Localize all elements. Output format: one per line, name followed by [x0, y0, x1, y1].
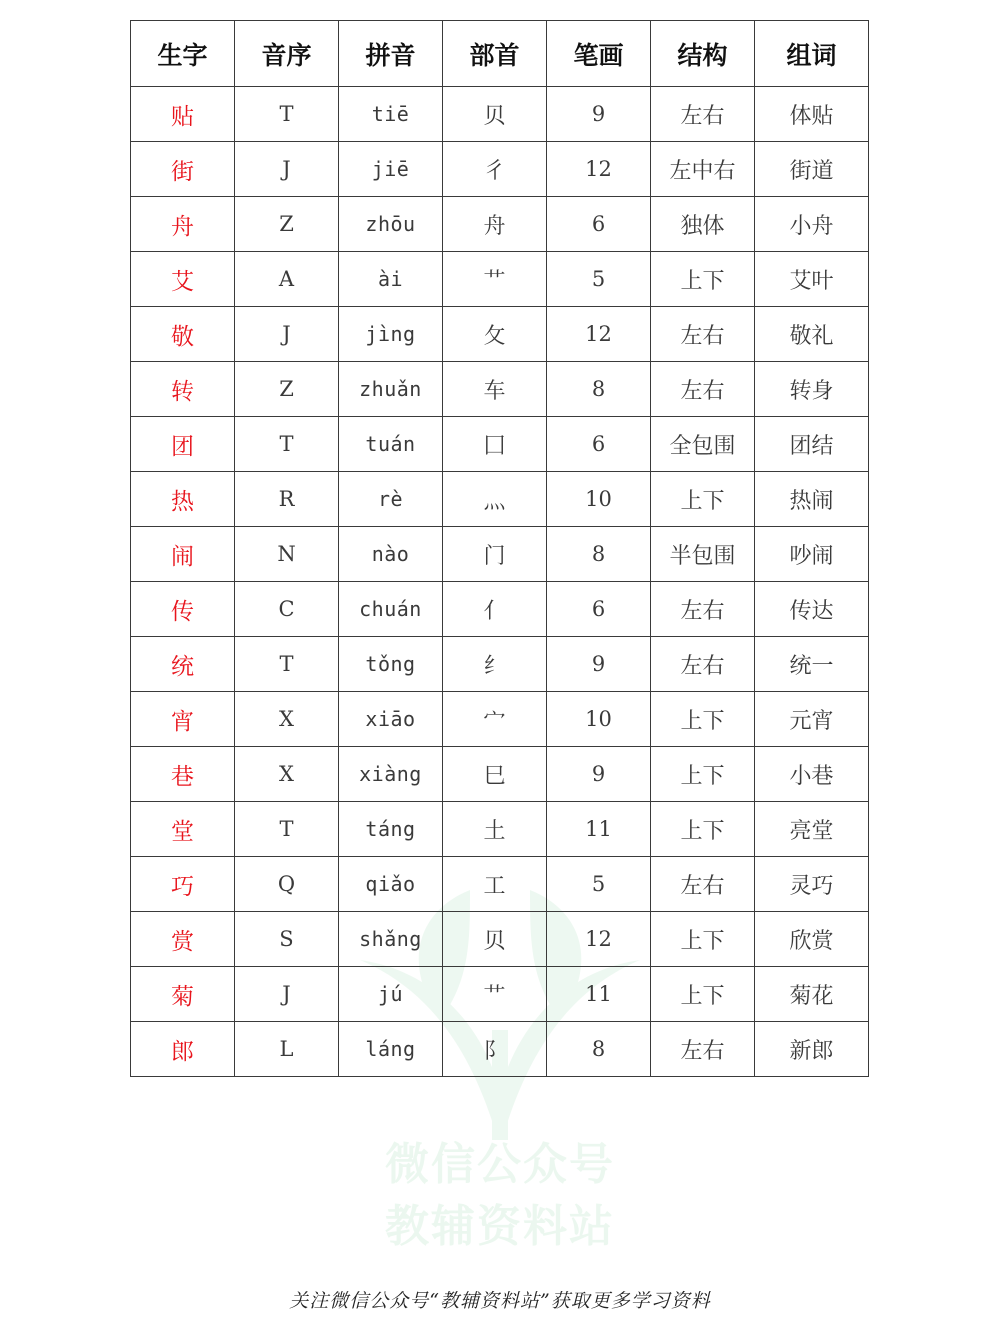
table-row	[131, 307, 869, 362]
pinyin-cell: tuán	[339, 417, 443, 472]
character-cell: 传	[131, 582, 235, 637]
words-cell: 艾叶	[755, 252, 869, 307]
words-cell: 灵巧	[755, 857, 869, 912]
table-row	[131, 637, 869, 692]
character-cell: 赏	[131, 912, 235, 967]
initial-cell: C	[235, 582, 339, 637]
table-row	[131, 142, 869, 197]
character-cell: 舟	[131, 197, 235, 252]
table-row	[131, 87, 869, 142]
structure-cell: 全包围	[651, 417, 755, 472]
initial-cell: X	[235, 747, 339, 802]
pinyin-cell: jiē	[339, 142, 443, 197]
character-cell: 贴	[131, 87, 235, 142]
pinyin-cell: láng	[339, 1022, 443, 1077]
strokes-cell: 12	[547, 142, 651, 197]
words-cell: 街道	[755, 142, 869, 197]
character-table-container	[130, 20, 868, 1077]
structure-cell: 半包围	[651, 527, 755, 582]
pinyin-cell: xiàng	[339, 747, 443, 802]
radical-cell: 纟	[443, 637, 547, 692]
radical-cell: 艹	[443, 967, 547, 1022]
strokes-cell: 5	[547, 857, 651, 912]
radical-cell: 亻	[443, 582, 547, 637]
table-row	[131, 362, 869, 417]
initial-cell: Z	[235, 362, 339, 417]
radical-cell: 舟	[443, 197, 547, 252]
radical-cell: 囗	[443, 417, 547, 472]
strokes-cell: 6	[547, 582, 651, 637]
words-cell: 热闹	[755, 472, 869, 527]
table-header-row	[131, 21, 869, 87]
words-cell: 欣赏	[755, 912, 869, 967]
table-row	[131, 912, 869, 967]
table-row	[131, 527, 869, 582]
strokes-cell: 6	[547, 197, 651, 252]
structure-cell: 上下	[651, 252, 755, 307]
table-row	[131, 802, 869, 857]
table-row	[131, 252, 869, 307]
character-cell: 转	[131, 362, 235, 417]
words-cell: 吵闹	[755, 527, 869, 582]
strokes-cell: 8	[547, 1022, 651, 1077]
structure-cell: 左右	[651, 307, 755, 362]
table-row	[131, 857, 869, 912]
table-row	[131, 417, 869, 472]
words-cell: 亮堂	[755, 802, 869, 857]
radical-cell: 灬	[443, 472, 547, 527]
structure-cell: 上下	[651, 747, 755, 802]
character-cell: 闹	[131, 527, 235, 582]
structure-cell: 左右	[651, 1022, 755, 1077]
initial-cell: N	[235, 527, 339, 582]
initial-cell: S	[235, 912, 339, 967]
pinyin-cell: táng	[339, 802, 443, 857]
character-cell: 巷	[131, 747, 235, 802]
pinyin-cell: ài	[339, 252, 443, 307]
structure-cell: 上下	[651, 912, 755, 967]
radical-cell: 彳	[443, 142, 547, 197]
character-cell: 郎	[131, 1022, 235, 1077]
radical-cell: 贝	[443, 912, 547, 967]
initial-cell: R	[235, 472, 339, 527]
pinyin-cell: shǎng	[339, 912, 443, 967]
structure-cell: 左右	[651, 637, 755, 692]
table-row	[131, 197, 869, 252]
watermark-line-2: 教辅资料站	[385, 1201, 615, 1252]
radical-cell: 阝	[443, 1022, 547, 1077]
pinyin-cell: jú	[339, 967, 443, 1022]
pinyin-cell: zhuǎn	[339, 362, 443, 417]
strokes-cell: 8	[547, 527, 651, 582]
words-cell: 转身	[755, 362, 869, 417]
header-strokes: 笔画	[547, 21, 651, 87]
strokes-cell: 9	[547, 747, 651, 802]
words-cell: 团结	[755, 417, 869, 472]
structure-cell: 上下	[651, 802, 755, 857]
character-cell: 敬	[131, 307, 235, 362]
words-cell: 小巷	[755, 747, 869, 802]
structure-cell: 独体	[651, 197, 755, 252]
structure-cell: 左中右	[651, 142, 755, 197]
initial-cell: L	[235, 1022, 339, 1077]
pinyin-cell: jìng	[339, 307, 443, 362]
pinyin-cell: tiē	[339, 87, 443, 142]
table-row	[131, 747, 869, 802]
words-cell: 元宵	[755, 692, 869, 747]
structure-cell: 上下	[651, 472, 755, 527]
header-pinyin: 拼音	[339, 21, 443, 87]
table-row	[131, 472, 869, 527]
strokes-cell: 9	[547, 637, 651, 692]
character-cell: 热	[131, 472, 235, 527]
words-cell: 小舟	[755, 197, 869, 252]
strokes-cell: 10	[547, 692, 651, 747]
table-body	[131, 87, 869, 1077]
strokes-cell: 5	[547, 252, 651, 307]
character-cell: 菊	[131, 967, 235, 1022]
header-character: 生字	[131, 21, 235, 87]
pinyin-cell: tǒng	[339, 637, 443, 692]
pinyin-cell: nào	[339, 527, 443, 582]
words-cell: 传达	[755, 582, 869, 637]
initial-cell: T	[235, 87, 339, 142]
initial-cell: A	[235, 252, 339, 307]
structure-cell: 左右	[651, 857, 755, 912]
initial-cell: T	[235, 417, 339, 472]
header-radical: 部首	[443, 21, 547, 87]
initial-cell: T	[235, 637, 339, 692]
radical-cell: 车	[443, 362, 547, 417]
character-cell: 堂	[131, 802, 235, 857]
table-row	[131, 967, 869, 1022]
radical-cell: 工	[443, 857, 547, 912]
radical-cell: 攵	[443, 307, 547, 362]
radical-cell: 贝	[443, 87, 547, 142]
words-cell: 统一	[755, 637, 869, 692]
table-row	[131, 1022, 869, 1077]
strokes-cell: 12	[547, 307, 651, 362]
character-cell: 艾	[131, 252, 235, 307]
words-cell: 新郎	[755, 1022, 869, 1077]
strokes-cell: 8	[547, 362, 651, 417]
pinyin-cell: xiāo	[339, 692, 443, 747]
strokes-cell: 11	[547, 967, 651, 1022]
strokes-cell: 12	[547, 912, 651, 967]
initial-cell: J	[235, 142, 339, 197]
radical-cell: 宀	[443, 692, 547, 747]
radical-cell: 门	[443, 527, 547, 582]
radical-cell: 艹	[443, 252, 547, 307]
words-cell: 敬礼	[755, 307, 869, 362]
initial-cell: Q	[235, 857, 339, 912]
initial-cell: X	[235, 692, 339, 747]
radical-cell: 土	[443, 802, 547, 857]
character-cell: 统	[131, 637, 235, 692]
initial-cell: T	[235, 802, 339, 857]
radical-cell: 巳	[443, 747, 547, 802]
footer-note: 关注微信公众号“教辅资料站”获取更多学习资料	[289, 1290, 711, 1312]
pinyin-cell: zhōu	[339, 197, 443, 252]
table-row	[131, 692, 869, 747]
structure-cell: 左右	[651, 87, 755, 142]
strokes-cell: 11	[547, 802, 651, 857]
table-row	[131, 582, 869, 637]
structure-cell: 上下	[651, 692, 755, 747]
structure-cell: 左右	[651, 582, 755, 637]
header-initial: 音序	[235, 21, 339, 87]
pinyin-cell: qiǎo	[339, 857, 443, 912]
watermark-line-1: 微信公众号	[385, 1139, 615, 1190]
structure-cell: 左右	[651, 362, 755, 417]
strokes-cell: 6	[547, 417, 651, 472]
initial-cell: J	[235, 307, 339, 362]
character-cell: 巧	[131, 857, 235, 912]
words-cell: 菊花	[755, 967, 869, 1022]
header-structure: 结构	[651, 21, 755, 87]
initial-cell: Z	[235, 197, 339, 252]
character-cell: 宵	[131, 692, 235, 747]
header-words: 组词	[755, 21, 869, 87]
words-cell: 体贴	[755, 87, 869, 142]
strokes-cell: 10	[547, 472, 651, 527]
character-cell: 团	[131, 417, 235, 472]
character-table	[130, 20, 869, 1077]
initial-cell: J	[235, 967, 339, 1022]
pinyin-cell: chuán	[339, 582, 443, 637]
character-cell: 街	[131, 142, 235, 197]
strokes-cell: 9	[547, 87, 651, 142]
pinyin-cell: rè	[339, 472, 443, 527]
structure-cell: 上下	[651, 967, 755, 1022]
